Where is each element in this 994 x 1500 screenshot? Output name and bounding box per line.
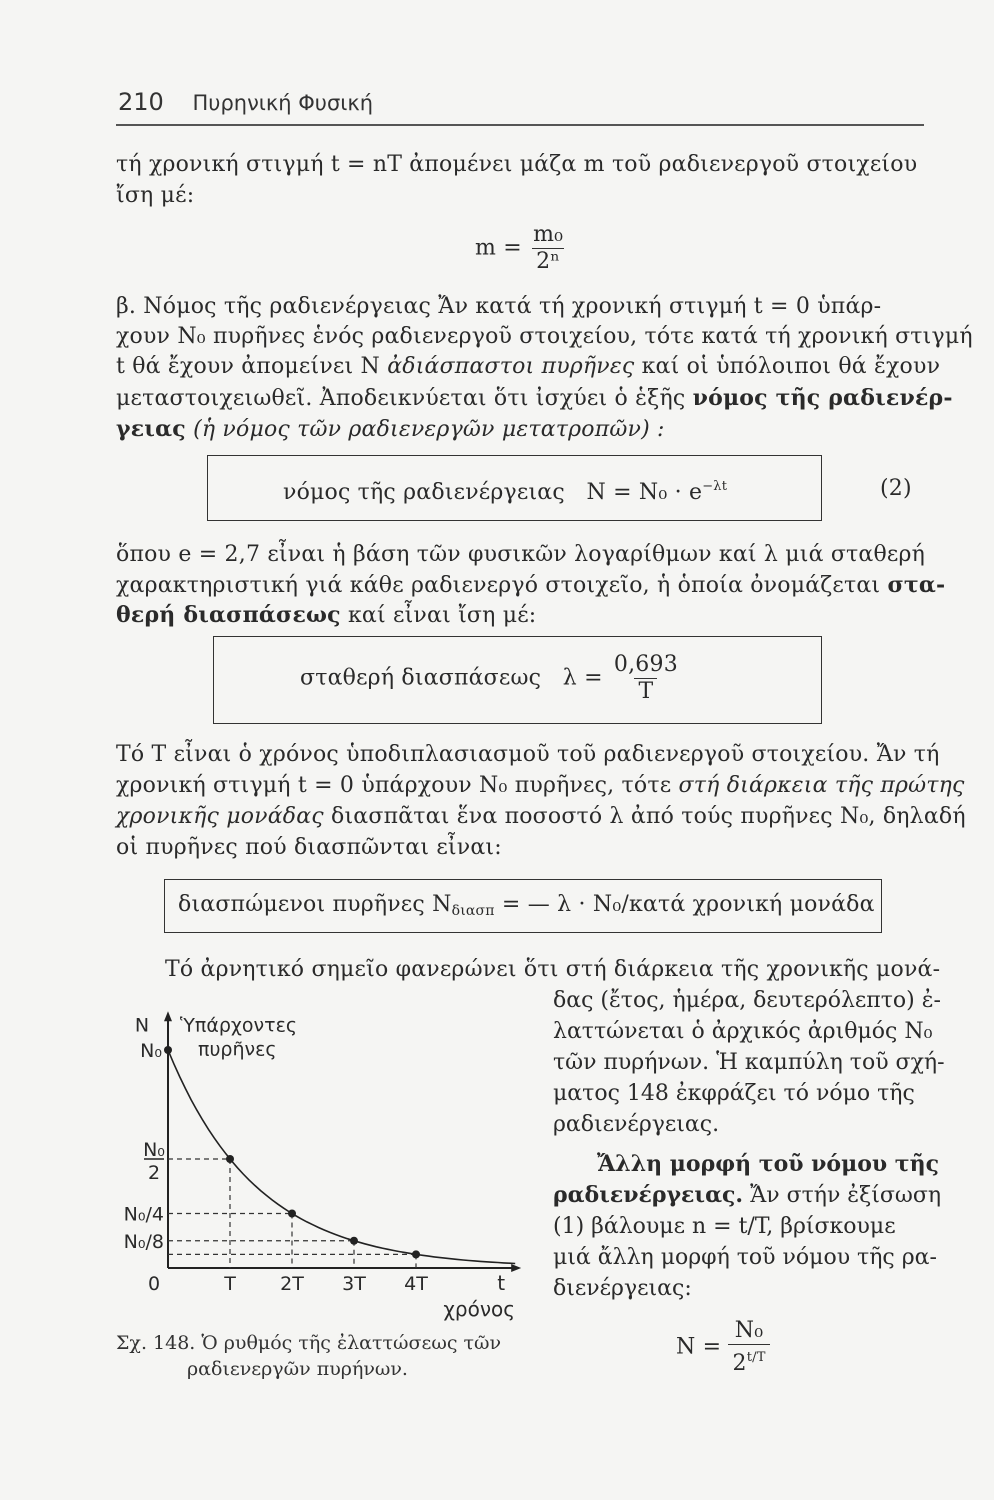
data-point-0 [164, 1046, 172, 1054]
right-col-cont-1: Ἄν στήν ἐξίσωση [750, 1183, 942, 1208]
equation-mass-fraction [529, 222, 567, 275]
x-tick-label: 3T [342, 1273, 366, 1295]
law-formula [283, 472, 803, 508]
decay-formula [178, 890, 878, 926]
right-col-line-3: λαττώνεται ὁ ἀρχικός ἀριθμός N₀ [553, 1019, 933, 1044]
right-col-line-4: τῶν πυρήνων. Ἡ καμπύλη τοῦ σχή- [553, 1050, 945, 1075]
right-col-line-1: Τό ἀρνητικό σημεῖο φανερώνει ὅτι στή διάρκεια τῆς χρονικῆς μονά- [165, 957, 941, 982]
y-axis-label-2: πυρῆνες [198, 1038, 277, 1061]
law-line-5-italic: (ἡ νόμος τῶν ραδιενεργῶν μετατροπῶν) : [193, 417, 665, 442]
right-col-line-10: μιά ἄλλη μορφή τοῦ νόμου τῆς ρα- [553, 1245, 937, 1270]
section-heading-text-2: ραδιενέργειας. [553, 1182, 744, 1208]
decay-formula-subscript: διασπ [451, 903, 495, 919]
constant-formula-lhs: λ = [562, 665, 603, 691]
constant-line-3 [116, 600, 924, 631]
right-col-line-5: ματος 148 ἐκφράζει τό νόμο τῆς [553, 1081, 915, 1106]
y-tick-label: N₀ [143, 1139, 165, 1161]
constant-formula-label: σταθερή διασπάσεως [300, 665, 542, 691]
equation-number: (2) [880, 476, 912, 501]
equation-alt-form [676, 1318, 876, 1377]
law-line-5-bold: γειας [116, 416, 186, 442]
law-line-5 [116, 414, 924, 445]
halflife-line-3-italic: χρονικῆς μονάδας [116, 804, 324, 829]
equation-mass-lhs: m = [475, 235, 522, 261]
decay-formula-symbol: N [432, 892, 452, 917]
constant-line-3-b: καί εἶναι ἴση μέ: [347, 603, 537, 628]
data-point-1 [226, 1155, 234, 1163]
fraction-numerator: 0,693 [613, 652, 678, 677]
halflife-line-2-a: χρονική στιγμή t = 0 ὑπάρχουν N₀ πυρῆνες, τότε [116, 773, 672, 798]
constant-line-1: ὅπου e = 2,7 εἶναι ἡ βάση τῶν φυσικῶν λογαρίθμων καί λ μιά σταθερή [116, 542, 926, 567]
x-tick-label: T [224, 1273, 236, 1295]
law-formula-expression: N = N₀ · e [586, 480, 703, 505]
law-line-3 [116, 352, 941, 382]
intro-line-2: ἴση μέ: [116, 183, 195, 208]
y-axis-symbol: N [134, 1014, 150, 1037]
halflife-line-2 [116, 771, 965, 801]
y-axis-label: Ὑπάρχοντες [180, 1014, 297, 1037]
constant-line-2-a: χαρακτηριστική γιά κάθε ραδιενεργό στοιχεῖο, ἡ ὁποία ὀνομάζεται [116, 573, 881, 598]
y-tick-label: N₀/4 [123, 1203, 164, 1226]
equation-alt-fraction [728, 1318, 769, 1377]
right-col-line-9: (1) βάλουμε n = t/T, βρίσκουμε [553, 1214, 896, 1239]
decay-curve [168, 1050, 515, 1264]
fraction-denominator [728, 1344, 769, 1377]
data-point-3 [350, 1237, 358, 1245]
data-point-2 [288, 1210, 296, 1218]
right-column [553, 985, 945, 1304]
law-line-4-bold: νόμος τῆς ραδιενέρ- [692, 385, 953, 411]
law-line-4 [116, 383, 953, 414]
running-title: Πυρηνική Φυσική [192, 91, 374, 115]
halflife-line-3-b: διασπᾶται ἕνα ποσοστό λ ἀπό τούς πυρῆνες N₀, δηλαδή [331, 804, 966, 829]
intro-line-1: τή χρονική στιγμή t = nT ἀπομένει μάζα m τοῦ ραδιενεργοῦ στοιχείου [116, 152, 918, 177]
running-header [118, 88, 373, 116]
constant-formula [300, 652, 720, 705]
fraction-numerator: N₀ [734, 1318, 764, 1343]
y-axis-arrow [164, 1011, 172, 1021]
x-axis-label: χρόνος [443, 1297, 516, 1321]
law-line-3-a: t θά ἔχουν ἀπομείνει N [116, 354, 380, 379]
denominator-base: 2 [732, 1351, 747, 1376]
y-tick-label: 2 [147, 1162, 161, 1184]
y-tick-label: N₀/8 [123, 1230, 164, 1253]
header-rule [116, 124, 924, 126]
equation-alt-lhs: N = [676, 1334, 722, 1360]
decay-formula-expression: = — λ · N₀/κατά χρονική μονάδα [501, 892, 875, 917]
halflife-line-1: Τό T εἶναι ὁ χρόνος ὑποδιπλασιασμοῦ τοῦ ραδιενεργοῦ στοιχείου. Ἄν τή [116, 742, 940, 767]
origin-label: 0 [147, 1273, 161, 1295]
law-line-4-a: μεταστοιχειωθεῖ. Ἀποδεικνύεται ὅτι ἰσχύει ὁ ἑξῆς [116, 386, 686, 411]
law-line-3-b: καί οἱ ὑπόλοιποι θά ἔχουν [641, 354, 941, 379]
equation-mass [475, 222, 675, 275]
data-point-4 [412, 1250, 420, 1258]
figure-caption-line-1: Σχ. 148. Ὁ ρυθμός τῆς ἐλαττώσεως τῶν [116, 1332, 502, 1354]
fraction-denominator: 2ⁿ [532, 248, 564, 275]
law-line-3-italic: ἀδιάσπαστοι πυρῆνες [387, 354, 635, 379]
right-col-line-11: διενέργειας: [553, 1276, 692, 1301]
halflife-line-2-italic: στή διάρκεια τῆς πρώτης [678, 773, 965, 798]
chart-layer [124, 1011, 522, 1321]
law-line-1: β. Νόμος τῆς ραδιενέργειας Ἄν κατά τή χρονική στιγμή t = 0 ὑπάρ- [116, 294, 882, 319]
x-axis-arrow [511, 1264, 521, 1272]
figure-caption [116, 1330, 501, 1382]
figure-caption-line-2: ραδιενεργῶν πυρήνων. [187, 1358, 408, 1380]
section-heading-text: Ἄλλη μορφή τοῦ νόμου τῆς [597, 1151, 939, 1177]
section-heading [553, 1149, 939, 1180]
constant-line-2 [116, 570, 946, 601]
fraction-numerator: m₀ [533, 222, 564, 247]
denominator-exponent: t/T [746, 1350, 766, 1365]
halflife-line-3 [116, 802, 966, 832]
right-col-line-2: δας (ἔτος, ἡμέρα, δευτερόλεπτο) ἐ- [553, 988, 941, 1013]
constant-line-2-bold: στα- [887, 572, 946, 598]
constant-line-3-bold: θερή διασπάσεως [116, 602, 341, 628]
constant-formula-fraction [610, 652, 682, 705]
law-line-2: χουν N₀ πυρῆνες ἑνός ραδιενεργοῦ στοιχείου, τότε κατά τή χρονική στιγμή [116, 324, 973, 349]
right-col-line-8 [553, 1180, 942, 1211]
law-formula-label: νόμος τῆς ραδιενέργειας [283, 480, 565, 505]
halflife-line-4: οἱ πυρῆνες πού διασπῶνται εἶναι: [116, 835, 502, 860]
right-col-line-6: ραδιενέργειας. [553, 1112, 720, 1137]
x-axis-symbol: t [497, 1271, 506, 1295]
decay-formula-label: διασπώμενοι πυρῆνες [178, 892, 425, 917]
y-tick-label: N₀ [140, 1040, 162, 1062]
x-tick-label: 4T [404, 1273, 428, 1295]
x-tick-label: 2T [280, 1273, 304, 1295]
page-number: 210 [118, 88, 164, 116]
decay-chart [110, 1000, 550, 1325]
fraction-denominator: T [634, 678, 657, 705]
law-formula-exponent: −λt [702, 479, 728, 494]
